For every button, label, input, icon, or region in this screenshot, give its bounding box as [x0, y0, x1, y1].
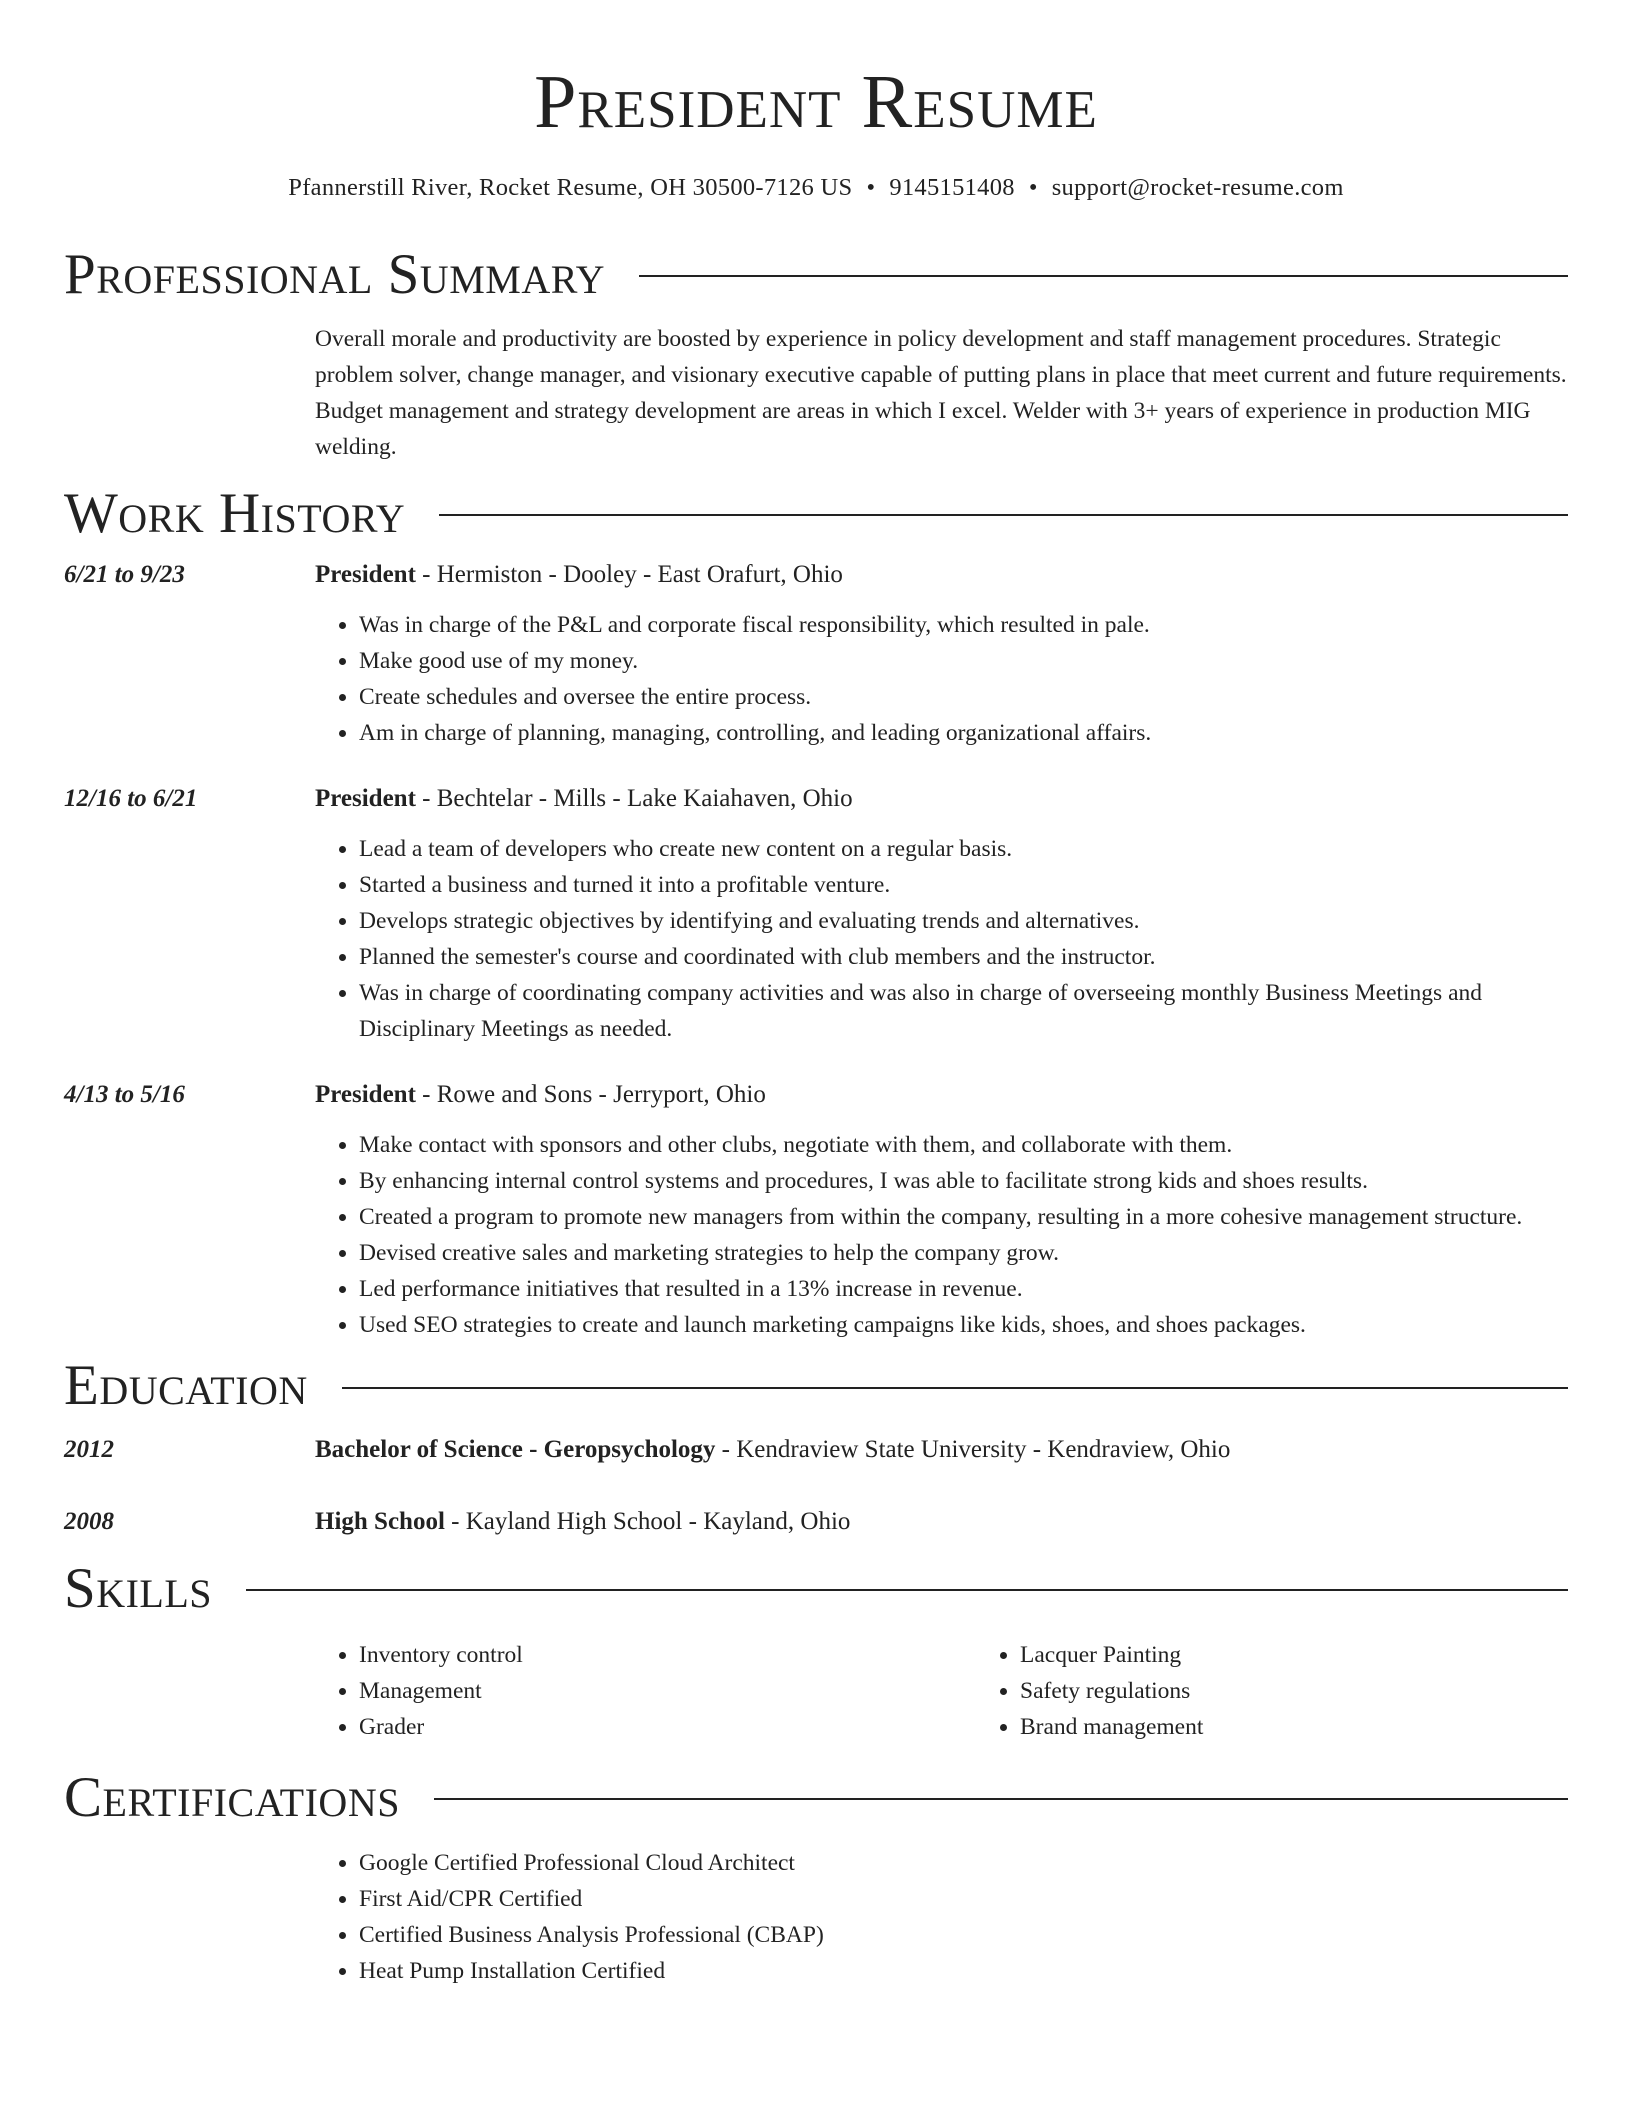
- section-title-work-history: Work History: [64, 481, 406, 545]
- job-bullet: • Used SEO strategies to create and launch marketing campaigns like kids, shoes, and shoes packages.: [359, 1307, 1568, 1343]
- job-company: - Rowe and Sons - Jerryport, Ohio: [415, 1081, 766, 1109]
- job-bullet: • Make good use of my money.: [359, 643, 1568, 679]
- job-title: President: [315, 1081, 416, 1109]
- job-content: [315, 557, 1568, 751]
- job-bullet: • Started a business and turned it into a profitable venture.: [359, 867, 1568, 903]
- section-title-summary: Professional Summary: [64, 243, 606, 306]
- job-bullet: • Develops strategic objectives by identifying and evaluating trends and alternatives.: [359, 903, 1568, 939]
- section-title-skills: Skills: [64, 1557, 213, 1621]
- section-divider: [639, 275, 1568, 277]
- section-title-education: Education: [64, 1354, 308, 1418]
- job-bullets: [315, 1127, 1568, 1343]
- skill-item: • Safety regulations: [1020, 1673, 1632, 1709]
- job-bullet: • Make contact with sponsors and other clubs, negotiate with them, and collaborate with them.: [359, 1127, 1568, 1163]
- section-header-certifications: [64, 1767, 1568, 1830]
- contact-line: [64, 174, 1568, 202]
- job-entry: [64, 781, 1568, 1047]
- certification-item: • Certified Business Analysis Professional (CBAP): [359, 1917, 1568, 1953]
- skill-item: • Management: [359, 1673, 976, 1709]
- job-bullet: • Am in charge of planning, managing, controlling, and leading organizational affairs.: [359, 715, 1568, 751]
- skills-column-left: [315, 1637, 976, 1745]
- education-content: [315, 1504, 1568, 1540]
- certification-item: • First Aid/CPR Certified: [359, 1881, 1568, 1917]
- job-bullet: • Devised creative sales and marketing strategies to help the company grow.: [359, 1235, 1568, 1271]
- education-entry: [64, 1432, 1568, 1468]
- certifications-list: [315, 1845, 1568, 1989]
- section-divider: [439, 514, 1568, 516]
- section-divider: [434, 1798, 1568, 1800]
- job-heading: [315, 1077, 1568, 1113]
- section-header-work-history: [64, 483, 1568, 546]
- job-heading: [315, 557, 1568, 593]
- job-bullets: [315, 607, 1568, 751]
- certifications-items: [315, 1845, 1568, 1989]
- job-entry: [64, 1077, 1568, 1343]
- job-bullet: • Was in charge of coordinating company activities and was also in charge of overseeing monthly Business Meetings and Disciplinary Meetings as needed.: [359, 975, 1568, 1047]
- job-bullet: • Planned the semester's course and coordinated with club members and the instructor.: [359, 939, 1568, 975]
- education-year: 2008: [64, 1508, 114, 1536]
- skill-item: • Brand management: [1020, 1709, 1632, 1745]
- job-bullets: [315, 831, 1568, 1047]
- skills-column-right: [976, 1637, 1632, 1745]
- job-bullet: • Created a program to promote new managers from within the company, resulting in a more cohesive management structure.: [359, 1199, 1568, 1235]
- job-title: President: [315, 785, 416, 813]
- skill-item: • Inventory control: [359, 1637, 976, 1673]
- job-dates: 4/13 to 5/16: [64, 1081, 185, 1109]
- resume-title: President Resume: [534, 60, 1098, 144]
- section-title-certifications: Certifications: [64, 1765, 400, 1829]
- education-degree: High School: [315, 1508, 445, 1536]
- job-bullet: • Led performance initiatives that resulted in a 13% increase in revenue.: [359, 1271, 1568, 1307]
- contact-phone: 9145151408: [889, 174, 1015, 201]
- job-dates: 6/21 to 9/23: [64, 561, 185, 589]
- job-entry: [64, 557, 1568, 751]
- certification-item: • Heat Pump Installation Certified: [359, 1953, 1568, 1989]
- job-company: - Bechtelar - Mills - Lake Kaiahaven, Ohio: [415, 785, 853, 813]
- job-company: - Hermiston - Dooley - East Orafurt, Ohio: [415, 561, 843, 589]
- section-divider: [246, 1589, 1568, 1591]
- contact-address: Pfannerstill River, Rocket Resume, OH 30500-7126 US: [288, 174, 853, 201]
- education-entry: [64, 1504, 1568, 1540]
- education-school: - Kendraview State University - Kendraview, Ohio: [715, 1436, 1231, 1464]
- skills-list: [315, 1637, 1568, 1745]
- job-bullet: • By enhancing internal control systems and procedures, I was able to facilitate strong kids and shoes results.: [359, 1163, 1568, 1199]
- education-degree: Bachelor of Science - Geropsychology: [315, 1436, 716, 1464]
- certification-item: • Google Certified Professional Cloud Architect: [359, 1845, 1568, 1881]
- education-school: - Kayland High School - Kayland, Ohio: [444, 1508, 851, 1536]
- contact-email[interactable]: support@rocket-resume.com: [1051, 174, 1344, 201]
- skill-item: • Grader: [359, 1709, 976, 1745]
- job-content: [315, 1077, 1568, 1343]
- education-content: [315, 1432, 1568, 1468]
- job-dates: 12/16 to 6/21: [64, 785, 198, 813]
- contact-separator: •: [866, 174, 876, 201]
- education-year: 2012: [64, 1436, 114, 1464]
- contact-separator: •: [1028, 174, 1038, 201]
- skill-item: • Lacquer Painting: [1020, 1637, 1632, 1673]
- job-bullet: • Create schedules and oversee the entire process.: [359, 679, 1568, 715]
- section-header-skills: [64, 1558, 1568, 1621]
- job-title: President: [315, 561, 416, 589]
- section-divider: [342, 1387, 1568, 1389]
- job-content: [315, 781, 1568, 1047]
- job-heading: [315, 781, 1568, 817]
- section-header-summary: [64, 244, 1568, 307]
- summary-text: Overall morale and productivity are boosted by experience in policy development and staff management procedures. Strategic problem solver, change manager, and visionary executive capable of putting plans in place that meet current and future requirements. Budget management and strategy development are areas in which I excel. Welder with 3+ years of experience in production MIG welding.: [315, 325, 1567, 460]
- job-bullet: • Lead a team of developers who create new content on a regular basis.: [359, 831, 1568, 867]
- job-bullet: • Was in charge of the P&L and corporate fiscal responsibility, which resulted in pale.: [359, 607, 1568, 643]
- section-header-education: [64, 1355, 1568, 1418]
